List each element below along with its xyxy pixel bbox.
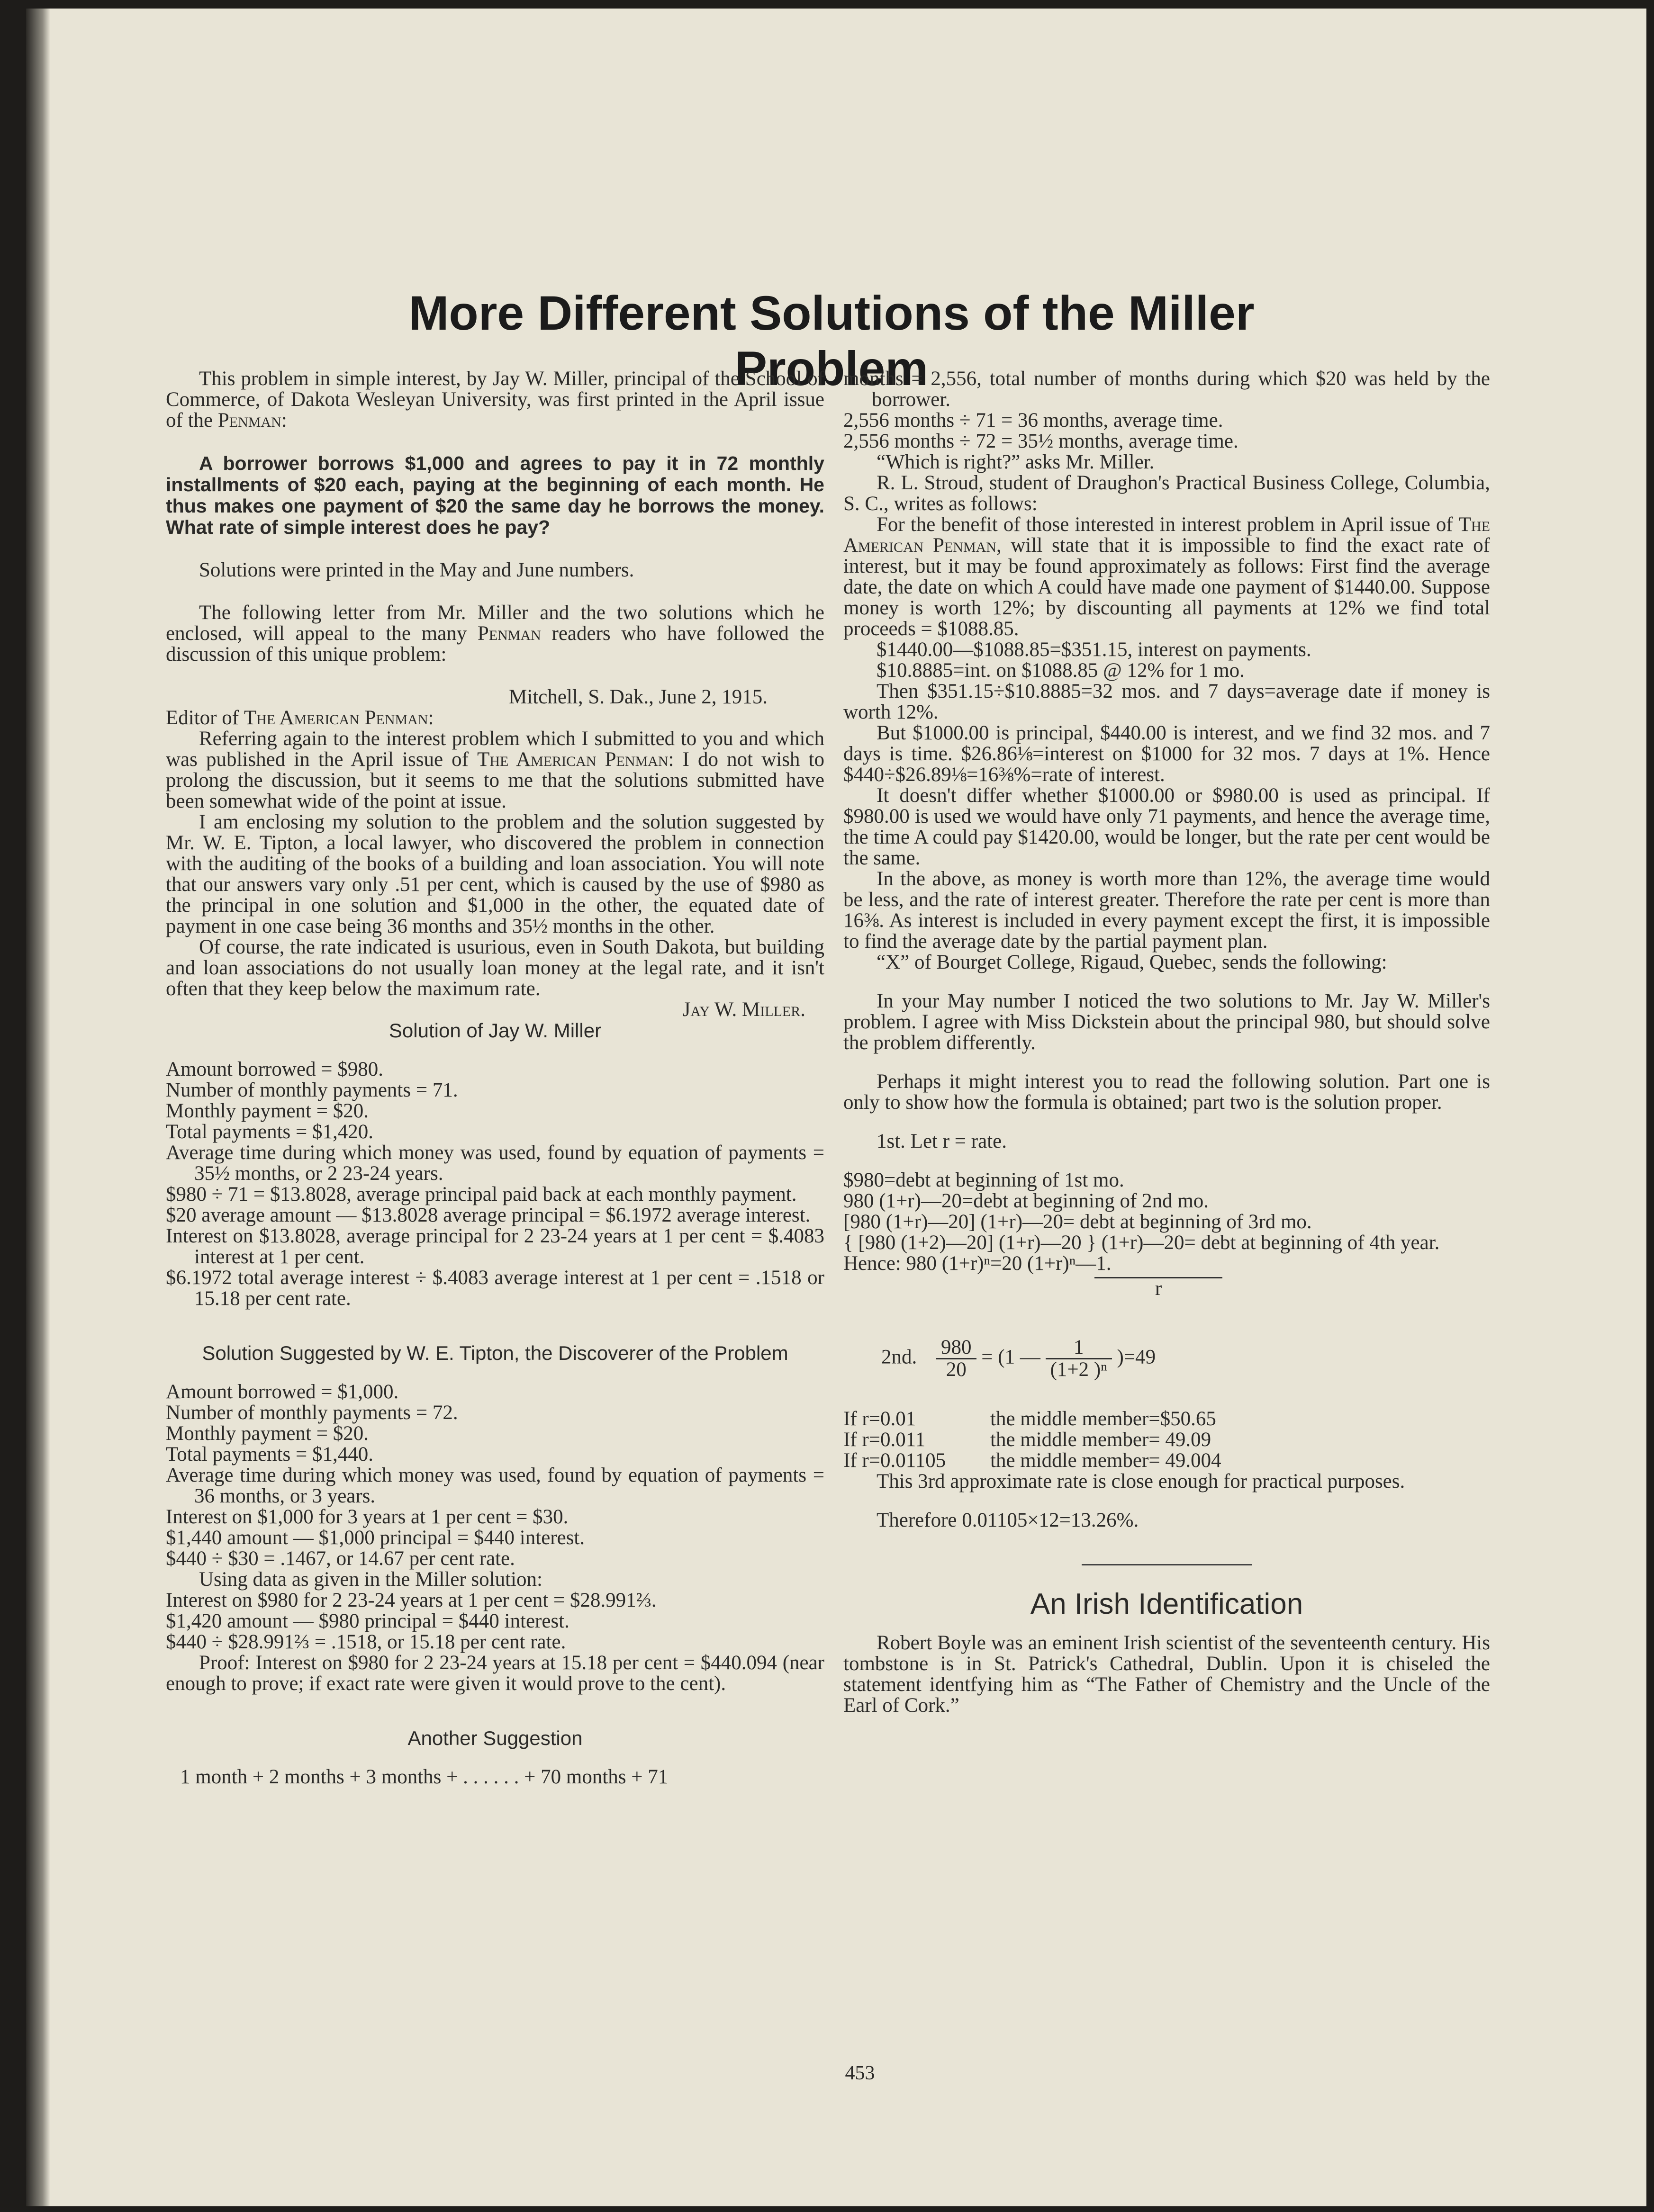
stroud-line: $1440.00—$1088.85=$351.15, interest on payments. [877, 638, 1311, 661]
tipton-note: Using data as given in the Miller solution: [199, 1568, 542, 1591]
x-first-step: 1st. Let r = rate. [877, 1130, 1007, 1152]
tipton-line: Monthly payment = $20. [166, 1422, 369, 1445]
tipton-line: $1,420 amount — $980 principal = $440 interest. [166, 1610, 569, 1632]
another-suggestion-line: 1 month + 2 months + 3 months + . . . . . . + 70 months + 71 [180, 1766, 669, 1788]
formula-equals: = (1 — [981, 1346, 1040, 1368]
if-condition: If r=0.011 [843, 1429, 926, 1451]
irish-heading: An Irish Identification [1030, 1588, 1303, 1620]
x-line: [980 (1+r)—20] (1+r)—20= debt at beginning of 3rd mo. [843, 1211, 1312, 1233]
if-row [843, 1409, 1490, 1430]
hence-denominator: r [1094, 1277, 1222, 1299]
which-right: “Which is right?” asks Mr. Miller. [877, 451, 1155, 473]
fraction-denominator: 20 [946, 1358, 967, 1381]
page [26, 9, 1646, 2206]
miller-line: Monthly payment = $20. [166, 1100, 369, 1122]
fraction-1-over-1plus2 [1046, 1337, 1112, 1380]
tipton-line: $1,440 amount — $1,000 principal = $440 interest. [166, 1527, 585, 1549]
x-derivation [843, 1170, 1490, 1299]
problem-statement: A borrower borrows $1,000 and agrees to pay it in 72 monthly installments of $20 each, paying at the beginning of each month. He thus makes one payment of $20 the same day he borrows the money. What rate of simple interest does he pay? [166, 452, 824, 538]
book-gutter [26, 9, 50, 2206]
stroud-paragraph-3: In the above, as money is worth more than 12%, the average time would be less, and the rate of interest greater. Therefore the rate per cent is more than 16⅜. As interest is included in every payment except the first, it is impossible to find the average date by the partial payment plan. [843, 868, 1490, 953]
miller-line: $980 ÷ 71 = $13.8028, average principal paid back at each monthly payment. [166, 1183, 797, 1205]
stroud-line: $10.8885=int. on $1088.85 @ 12% for 1 mo. [877, 659, 1245, 682]
tipton-line: Amount borrowed = $1,000. [166, 1381, 399, 1403]
page-number: 453 [845, 2062, 875, 2084]
if-value: the middle member= 49.004 [990, 1449, 1221, 1472]
months-line: months = 2,556, total number of months during which $20 was held by the borrower. [843, 368, 1490, 411]
tipton-line: Number of monthly payments = 72. [166, 1402, 458, 1424]
dateline: Mitchell, S. Dak., June 2, 1915. [509, 686, 768, 708]
miller-line: Amount borrowed = $980. [166, 1058, 383, 1080]
right-column [843, 369, 1490, 1716]
stroud-line: But $1000.00 is principal, $440.00 is interest, and we find 32 mos. and 7 days is time. $26.86⅛=interest on $1000 for 32 mos. 7 days at 1%. Hence $440÷$26.89⅛=16⅜%=rate of interest. [843, 722, 1490, 786]
miller-line: Number of monthly payments = 71. [166, 1079, 458, 1101]
section-divider [1082, 1564, 1252, 1565]
hence-formula: Hence: 980 (1+r)ⁿ=20 (1+r)ⁿ—1. [843, 1252, 1112, 1275]
x-line: $980=debt at beginning of 1st mo. [843, 1169, 1124, 1191]
second-label: 2nd. [881, 1346, 917, 1368]
x-intro: “X” of Bourget College, Rigaud, Quebec, sends the following: [877, 951, 1387, 973]
second-formula [843, 1337, 1490, 1380]
fraction-numerator: 1 [1046, 1337, 1112, 1359]
months-line: 2,556 months ÷ 72 = 35½ months, average time. [843, 430, 1238, 452]
tipton-line: $440 ÷ $30 = .1467, or 14.67 per cent rate. [166, 1547, 515, 1570]
letter-paragraph-1: Referring again to the interest problem which I submitted to you and which was published in the April issue of The American Penman: I do not wish to prolong the discussion, but it seems to me that the solutions submitted have been somewhat wide of the point at issue. [166, 728, 824, 812]
tipton-line: Interest on $980 for 2 23-24 years at 1 per cent = $28.991⅔. [166, 1589, 657, 1611]
months-line: 2,556 months ÷ 71 = 36 months, average time. [843, 409, 1223, 432]
tipton-line: $440 ÷ $28.991⅔ = .1518, or 15.18 per cent rate. [166, 1631, 566, 1653]
therefore-line: Therefore 0.01105×12=13.26%. [877, 1509, 1139, 1531]
tipton-line: Interest on $1,000 for 3 years at 1 per cent = $30. [166, 1506, 569, 1528]
tipton-line: Average time during which money was used, found by equation of payments = 36 months, or 3 years. [166, 1464, 824, 1507]
approx-note: This 3rd approximate rate is close enough for practical purposes. [877, 1470, 1405, 1493]
miller-line: Total payments = $1,420. [166, 1121, 374, 1143]
another-suggestion-heading: Another Suggestion [407, 1727, 583, 1749]
irish-paragraph: Robert Boyle was an eminent Irish scientist of the seventeenth century. His tombstone is in St. Patrick's Cathedral, Dublin. Upon it is chiseled the statement identfying him as “The Father of Chemistry and the Uncle of the Earl of Cork.” [843, 1632, 1490, 1717]
x-paragraph-1: In your May number I noticed the two solutions to Mr. Jay W. Miller's problem. I agree with Miss Dickstein about the principal 980, but should solve the problem differently. [843, 990, 1490, 1054]
printed-note: Solutions were printed in the May and June numbers. [199, 559, 634, 581]
stroud-intro: R. L. Stroud, student of Draughon's Practical Business College, Columbia, S. C., writes as follows: [843, 472, 1490, 515]
if-row [843, 1450, 1490, 1471]
if-row [843, 1430, 1490, 1450]
miller-line: Interest on $13.8028, average principal for 2 23-24 years at 1 per cent = $.4083 interest at 1 per cent. [166, 1225, 824, 1268]
stroud-paragraph-1: For the benefit of those interested in interest problem in April issue of The American Penman, will state that it is impossible to find the exact rate of interest, but it may be found approximately as follows: First find the average date, the date on which A could have made one payment of $1440.00. Suppose money is worth 12%; by discounting all payments at 12% we find total proceeds = $1088.85. [843, 513, 1490, 640]
miller-line: Average time during which money was used, found by equation of payments = 35½ months, or 2 23-24 years. [166, 1142, 824, 1185]
fraction-numerator: 980 [936, 1337, 976, 1359]
stroud-line: Then $351.15÷$10.8885=32 mos. and 7 days=average date if money is worth 12%. [843, 680, 1490, 723]
letter-paragraph-2: I am enclosing my solution to the problem and the solution suggested by Mr. W. E. Tipton, a local lawyer, who discovered the problem in connection with the auditing of the books of a building and loan association. You will note that our answers vary only .51 per cent, which is caused by the use of $980 as the principal in one solution and $1,000 in the other, the equated date of payment in one case being 36 months and 35½ months in the other. [166, 811, 824, 937]
letter-intro: The following letter from Mr. Miller and the two solutions which he enclosed, will appeal to the many Penman readers who have followed the discussion of this unique problem: [166, 602, 824, 665]
if-table [843, 1409, 1490, 1471]
intro-paragraph: This problem in simple interest, by Jay W. Miller, principal of the School of Commerce, of Dakota Wesleyan University, was first printed in the April issue of the Penman: [166, 368, 824, 432]
tipton-solution [166, 1382, 824, 1694]
if-condition: If r=0.01 [843, 1408, 916, 1430]
if-value: the middle member=$50.65 [990, 1408, 1216, 1430]
miller-line: $6.1972 total average interest ÷ $.4083 average interest at 1 per cent = .1518 or 15.18 per cent rate. [166, 1267, 824, 1310]
fraction-denominator: (1+2 )ⁿ [1050, 1358, 1107, 1381]
salutation: Editor of The American Penman: [166, 707, 434, 729]
miller-solution [166, 1059, 824, 1309]
miller-solution-heading: Solution of Jay W. Miller [389, 1019, 602, 1042]
left-column [166, 369, 824, 1788]
tipton-line: Total payments = $1,440. [166, 1443, 374, 1466]
fraction-980-20 [936, 1337, 976, 1380]
x-paragraph-2: Perhaps it might interest you to read the following solution. Part one is only to show how the formula is obtained; part two is the solution proper. [843, 1070, 1490, 1114]
article-title: More Different Solutions of the Miller Problem [408, 286, 1255, 396]
miller-line: $20 average amount — $13.8028 average principal = $6.1972 average interest. [166, 1204, 811, 1226]
if-condition: If r=0.01105 [843, 1449, 946, 1472]
letter-paragraph-3: Of course, the rate indicated is usurious, even in South Dakota, but building and loan associations do not usually loan money at the legal rate, and it isn't often that they keep below the maximum rate. [166, 936, 824, 1000]
if-value: the middle member= 49.09 [990, 1429, 1211, 1451]
x-line: { [980 (1+2)—20] (1+r)—20 } (1+r)—20= debt at beginning of 4th year. [843, 1232, 1440, 1254]
x-line: 980 (1+r)—20=debt at beginning of 2nd mo. [843, 1190, 1209, 1212]
tipton-solution-heading: Solution Suggested by W. E. Tipton, the Discoverer of the Problem [202, 1342, 788, 1364]
proof-paragraph: Proof: Interest on $980 for 2 23-24 years at 15.18 per cent = $440.094 (near enough to prove; if exact rate were given it would prove to the cent). [166, 1652, 824, 1695]
signature: Jay W. Miller. [682, 998, 805, 1021]
stroud-paragraph-2: It doesn't differ whether $1000.00 or $980.00 is used as principal. If $980.00 is used we would have only 71 payments, and hence the average time, the time A could pay $1420.00, would be longer, but the rate per cent would be the same. [843, 784, 1490, 869]
formula-result: )=49 [1117, 1346, 1156, 1368]
